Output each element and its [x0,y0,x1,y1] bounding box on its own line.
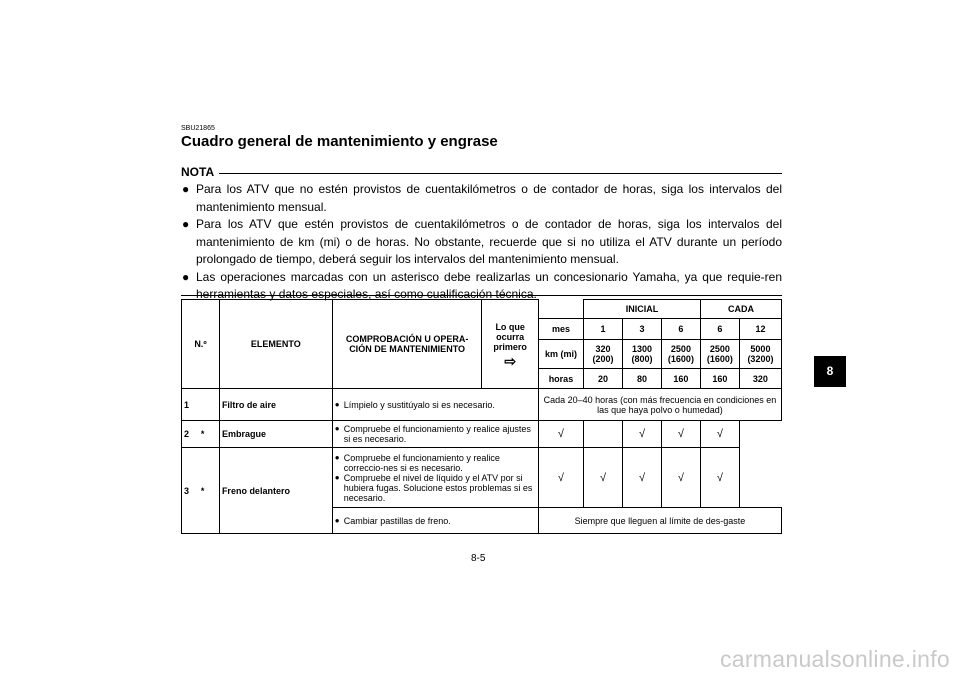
row-number: 2 [182,421,199,448]
period-row-hours: horas 20 80 160 160 320 [182,369,782,389]
check-cell: √ [622,421,661,448]
row-element: Freno delantero [219,448,332,534]
period-row-month: mes 1 3 6 6 12 [182,319,782,340]
notes-list [181,181,782,304]
header-element: ELEMENTO [219,300,332,389]
header-blank [538,300,583,319]
notes-end-divider [181,295,782,296]
action-item: ● Límpielo y sustitúyalo si es necesario. [334,399,495,410]
check-cell: √ [538,448,583,508]
arrow-right-icon: ⇨ [504,353,517,369]
action-item: ● Compruebe el nivel de líquido y el ATV por si hubiera fugas. Solucione estos problemas si es necesario. [334,472,533,503]
table-row [182,389,782,421]
check-cell: √ [584,448,623,508]
check-cell: √ [622,448,661,508]
row-action [332,389,538,421]
note-item: ● Las operaciones marcadas con un asterisco debe realizarlas un concesionario Yamaha, ya que requie-ren herramientas y datos especiales, así como cualificación técnica. [182,269,782,301]
header-every: CADA [700,300,781,319]
row-element: Embrague [219,421,332,448]
page-title: Cuadro general de mantenimiento y engrase [181,133,498,150]
header-first: Lo que ocurra primero ⇨ [482,300,538,389]
check-cell: √ [700,448,739,508]
header-check: COMPROBACIÓN U OPERA-CIÓN DE MANTENIMIENTO [332,300,482,389]
watermark: carmanualsonline.info [719,646,950,672]
page-number: 8-5 [471,553,486,564]
row-number: 1 [182,389,199,421]
header-row [182,300,782,319]
row-action [332,508,538,534]
nota-label: NOTA [181,165,215,179]
action-item: ● Compruebe el funcionamiento y realice ajustes si es necesario. [334,424,531,444]
action-item: ● Cambiar pastillas de freno. [334,515,451,526]
period-row-km: km (mi) 320 (200) 1300 (800) 2500 (1600) 2500 (1600) 5000 (3200) [182,340,782,369]
action-item: ● Compruebe el funcionamiento y realice correccio-nes si es necesario. [334,452,500,473]
section-code: SBU21865 [181,125,215,132]
header-initial: INICIAL [584,300,701,319]
row-action [332,421,538,448]
bullet-icon: ● [334,515,340,525]
check-cell-empty [584,421,623,448]
row-star: * [199,448,220,534]
nota-header [181,165,782,179]
bullet-icon: ● [334,452,340,462]
table-row [182,421,782,448]
header-num: N.º [182,300,220,389]
bullet-icon: ● [334,472,340,482]
bullet-icon: ● [182,217,190,231]
row-star [199,389,220,421]
row-number: 3 [182,448,199,534]
check-cell: √ [538,421,583,448]
row-element: Filtro de aire [219,389,332,421]
check-cell: √ [661,448,700,508]
check-cell: √ [700,421,739,448]
bullet-icon: ● [334,399,340,409]
chapter-tab: 8 [814,356,846,387]
table-row [182,448,782,508]
bullet-icon: ● [182,269,190,284]
bullet-icon: ● [182,182,190,196]
row-interval: Cada 20–40 horas (con más frecuencia en condiciones en las que haya polvo o humedad) [538,389,781,421]
check-cell: √ [661,421,700,448]
row-action [332,448,538,508]
note-item: ● Para los ATV que estén provistos de cuentakilómetros o de contador de horas, siga los intervalos del mantenimiento de km (mi) o de horas. No obstante, recuerde que si no utiliza el ATV durante un período prolongado de tiempo, deberá seguir los intervalos del mantenimiento mensual. [182,217,782,266]
row-interval: Siempre que lleguen al límite de des-gaste [538,508,781,534]
nota-divider [219,173,782,174]
row-star: * [199,421,220,448]
note-item: ● Para los ATV que no estén provistos de cuentakilómetros o de contador de horas, siga los intervalos del mantenimiento mensual. [182,182,782,214]
bullet-icon: ● [334,424,340,433]
maintenance-table [181,299,782,534]
